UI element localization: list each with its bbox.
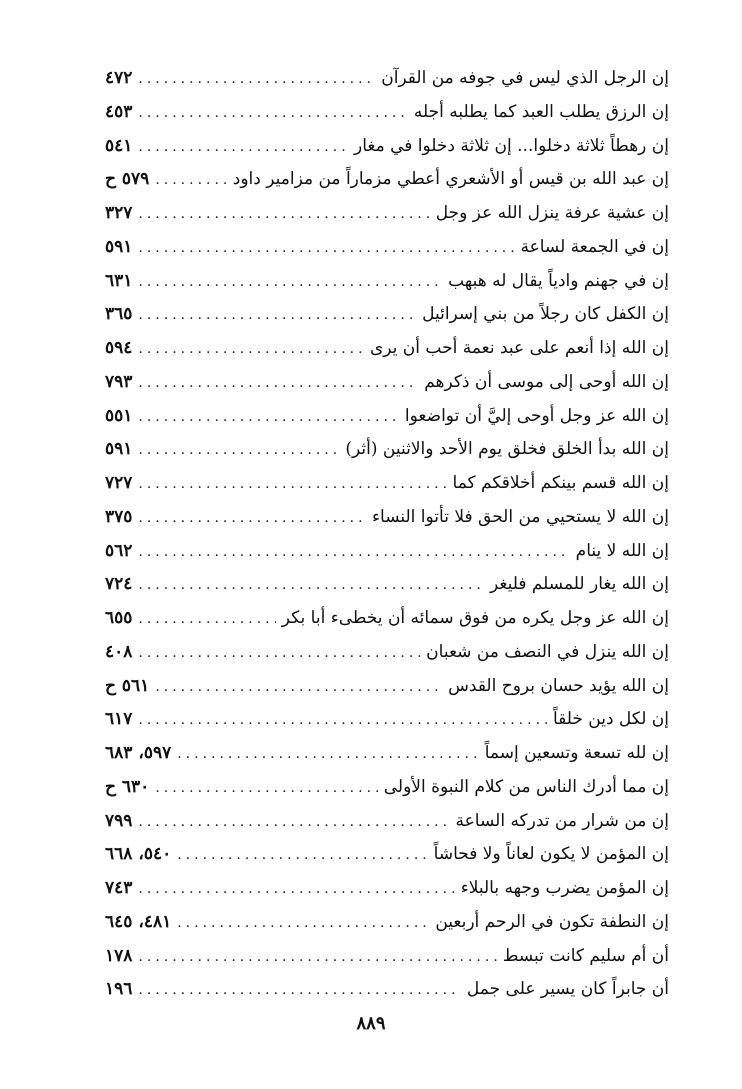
entry-text: إن الله عز وجل يكره من فوق سمائه أن يخطىء أبا بكر [281, 608, 669, 628]
index-entry [105, 400, 669, 434]
dot-leader [138, 266, 442, 300]
entry-page-ref: ٧٩٩ [105, 810, 133, 831]
dot-leader [138, 502, 366, 536]
page-number: ٨٨٩ [356, 1013, 386, 1034]
index-entry [105, 62, 669, 96]
entry-text: إن الله بدأ الخلق فخلق يوم الأحد والاثنين (أثر) [345, 439, 669, 460]
index-entry [105, 535, 669, 569]
entry-text: إن الله يغار للمسلم فليغر [490, 574, 669, 595]
index-entry [105, 906, 669, 940]
dot-leader [177, 839, 427, 873]
dot-leader [155, 772, 377, 806]
entry-text: إن لله تسعة وتسعين إسماً [484, 743, 669, 763]
dot-leader [138, 603, 275, 637]
index-entry [105, 96, 669, 130]
index-entry [105, 568, 669, 602]
entry-page-ref: ٥٦١ ح [105, 675, 150, 696]
entry-page-ref: ٧٢٤ [105, 574, 133, 595]
entry-text: إن لكل دين خلقاً [552, 709, 669, 730]
entry-page-ref: ٤٥٣ [105, 101, 133, 122]
entry-page-ref: ٥٤٠، ٦٦٨ [105, 844, 172, 865]
entry-text: إن في جهنم وادياً يقال له هبهب [448, 270, 669, 291]
dot-leader [138, 333, 364, 367]
dot-leader [138, 873, 454, 907]
index-entry [105, 265, 669, 299]
dot-leader [138, 974, 461, 1008]
entry-text: إن عشية عرفة ينزل الله عز وجل [435, 203, 669, 223]
entry-text: إن الرجل الذي ليس في جوفه من القرآن [381, 68, 669, 88]
dot-leader [138, 131, 348, 165]
index-entry [105, 940, 669, 974]
entry-page-ref: ١٧٨ [105, 945, 133, 966]
entry-text: إن الله إذا أنعم على عبد نعمة أحب أن يرى [369, 338, 669, 358]
dot-leader [138, 299, 416, 333]
index-entry [105, 332, 669, 366]
index-entry [105, 163, 669, 197]
index-entry [105, 231, 669, 265]
index-entry [105, 872, 669, 906]
entry-page-ref: ٣٢٧ [105, 203, 133, 223]
entry-text: إن في الجمعة لساعة [520, 236, 669, 257]
dot-leader [138, 637, 420, 671]
dot-leader [138, 198, 429, 232]
index-entry [105, 805, 669, 839]
hadith-index-list [105, 62, 669, 1007]
entry-text: إن الله لا ينام [575, 540, 669, 561]
index-entry [105, 602, 669, 636]
entry-page-ref: ٣٦٥ [105, 304, 133, 325]
entry-text: أن جابراً كان يسير على جمل [466, 979, 669, 1000]
dot-leader [177, 907, 429, 941]
entry-page-ref: ٦١٧ [105, 709, 133, 730]
entry-text: إن عبد الله بن قيس أو الأشعري أعطي مزماراً من مزامير داود [232, 169, 669, 190]
entry-page-ref: ٥٩٧، ٦٨٣ [105, 743, 172, 763]
dot-leader [155, 164, 226, 198]
entry-page-ref: ٥٤١ [105, 135, 133, 156]
entry-page-ref: ٧٤٣ [105, 878, 133, 898]
entry-text: إن المؤمن يضرب وجهه بالبلاء [460, 878, 669, 898]
dot-leader [138, 367, 418, 401]
entry-text: إن النطفة تكون في الرحم أربعين [435, 911, 669, 932]
index-entry [105, 298, 669, 332]
entry-text: إن المؤمن لا يكون لعاناً ولا فحاشاً [433, 844, 669, 865]
dot-leader [138, 704, 547, 738]
entry-text: إن الرزق يطلب العبد كما يطلبه أجله [413, 101, 669, 122]
dot-leader [138, 941, 496, 975]
entry-page-ref: ٥٩١ [105, 439, 133, 460]
entry-text: إن مما أدرك الناس من كلام النبوة الأولى [383, 776, 669, 797]
entry-page-ref: ٧٢٧ [105, 473, 133, 493]
index-entry [105, 670, 669, 704]
entry-text: إن الكفل كان رجلاً من بني إسرائيل [422, 304, 669, 325]
index-entry [105, 973, 669, 1007]
entry-page-ref: ٧٩٣ [105, 371, 133, 392]
dot-leader [138, 63, 375, 97]
entry-page-ref: ٥٩١ [105, 236, 133, 257]
dot-leader [138, 536, 569, 570]
entry-text: إن الله عز وجل أوحى إليَّ أن تواضعوا [404, 405, 669, 426]
entry-page-ref: ٤٧٢ [105, 68, 133, 88]
index-entry [105, 366, 669, 400]
entry-text: إن الله ينزل في النصف من شعبان [426, 641, 669, 662]
entry-text: إن من شرار من تدركه الساعة [455, 810, 669, 831]
entry-text: أن أم سليم كانت تبسط [502, 945, 669, 966]
index-entry [105, 771, 669, 805]
dot-leader [138, 806, 449, 840]
index-entry [105, 467, 669, 501]
dot-leader [138, 569, 484, 603]
dot-leader [138, 468, 446, 502]
entry-page-ref: ٥٩٤ [105, 338, 133, 358]
dot-leader [138, 97, 408, 131]
entry-page-ref: ٦٣١ [105, 270, 133, 291]
entry-text: إن الله قسم بينكم أخلاقكم كما [452, 473, 669, 493]
entry-page-ref: ٦٣٠ ح [105, 776, 150, 797]
dot-leader [138, 232, 514, 266]
entry-text: إن الله يؤيد حسان بروح القدس [448, 675, 669, 696]
index-entry [105, 737, 669, 771]
entry-page-ref: ٥٦٢ [105, 540, 133, 561]
index-entry [105, 838, 669, 872]
entry-text: إن رهطاً ثلاثة دخلوا... إن ثلاثة دخلوا في مغار [353, 135, 669, 156]
dot-leader [138, 401, 399, 435]
dot-leader [138, 434, 339, 468]
entry-page-ref: ٣٧٥ [105, 506, 133, 527]
entry-text: إن الله أوحى إلى موسى أن ذكرهم [424, 371, 669, 392]
index-entry [105, 636, 669, 670]
entry-page-ref: ٥٧٩ ح [105, 169, 150, 190]
entry-page-ref: ٥٥١ [105, 405, 133, 426]
dot-leader [177, 738, 478, 772]
index-entry [105, 197, 669, 231]
index-entry [105, 433, 669, 467]
entry-page-ref: ٤٨١، ٦٤٥ [105, 911, 172, 932]
entry-page-ref: ١٩٦ [105, 979, 133, 1000]
index-entry [105, 130, 669, 164]
entry-page-ref: ٦٥٥ [105, 608, 133, 628]
index-entry [105, 501, 669, 535]
entry-page-ref: ٤٠٨ [105, 641, 133, 662]
index-entry [105, 703, 669, 737]
entry-text: إن الله لا يستحيي من الحق فلا تأتوا النساء [372, 506, 669, 527]
dot-leader [155, 671, 442, 705]
